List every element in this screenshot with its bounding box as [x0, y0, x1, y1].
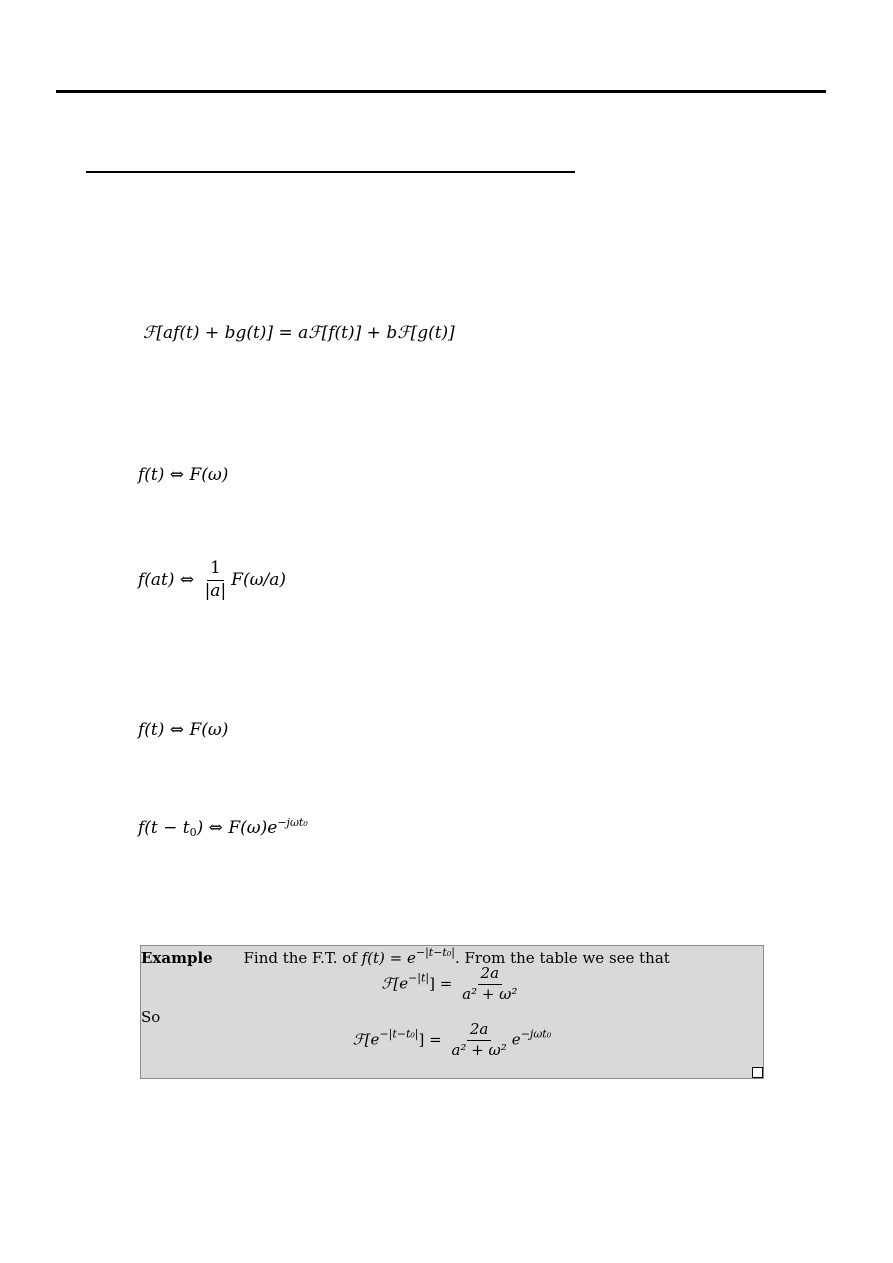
example-label: Example — [141, 949, 213, 967]
example-table-fraction: $\frac{2a}{\text{a² + ω²}}$ — [462, 964, 518, 1003]
fourier-pair-equation-2: f(t) ⇔ F(ω) — [138, 720, 229, 740]
example-result-equation: $ℱ[e^{-|t-t_0|}]$ = $\frac{2a}{\text{a² + ω²}}$ $e^{-j\omega t_0}$ — [352, 1020, 552, 1059]
page-header-rule — [56, 90, 826, 93]
example-statement: Example Find the F.T. of $f(t) = e^{-|t-t_0|}$. From the table we see that — [141, 946, 670, 967]
time-shift-equation: $f(t - t_0)$ ⇔ $F(\omega)e^{-j\omega t_0}$ — [138, 816, 308, 839]
linearity-equation: ℱ[af(t) + bg(t)] = aℱ[f(t)] + bℱ[g(t)] — [143, 323, 455, 343]
section-heading-rule — [86, 171, 575, 173]
scaling-fraction: $\frac{1}{|a|}$ — [204, 558, 227, 601]
example-so-text: So — [141, 1008, 161, 1026]
scaling-property-equation: f(at) ⇔ $\frac{1}{|a|}$ F(ω/a) — [138, 558, 286, 601]
fourier-pair-equation-1: f(t) ⇔ F(ω) — [138, 465, 229, 485]
end-of-example-box-icon — [752, 1067, 763, 1078]
example-result-fraction: $\frac{2a}{\text{a² + ω²}}$ — [451, 1020, 507, 1059]
example-table-equation: $ℱ[e^{-|t|}]$ = $\frac{2a}{\text{a² + ω²}}$ — [141, 966, 763, 1003]
example-box — [140, 945, 764, 1079]
